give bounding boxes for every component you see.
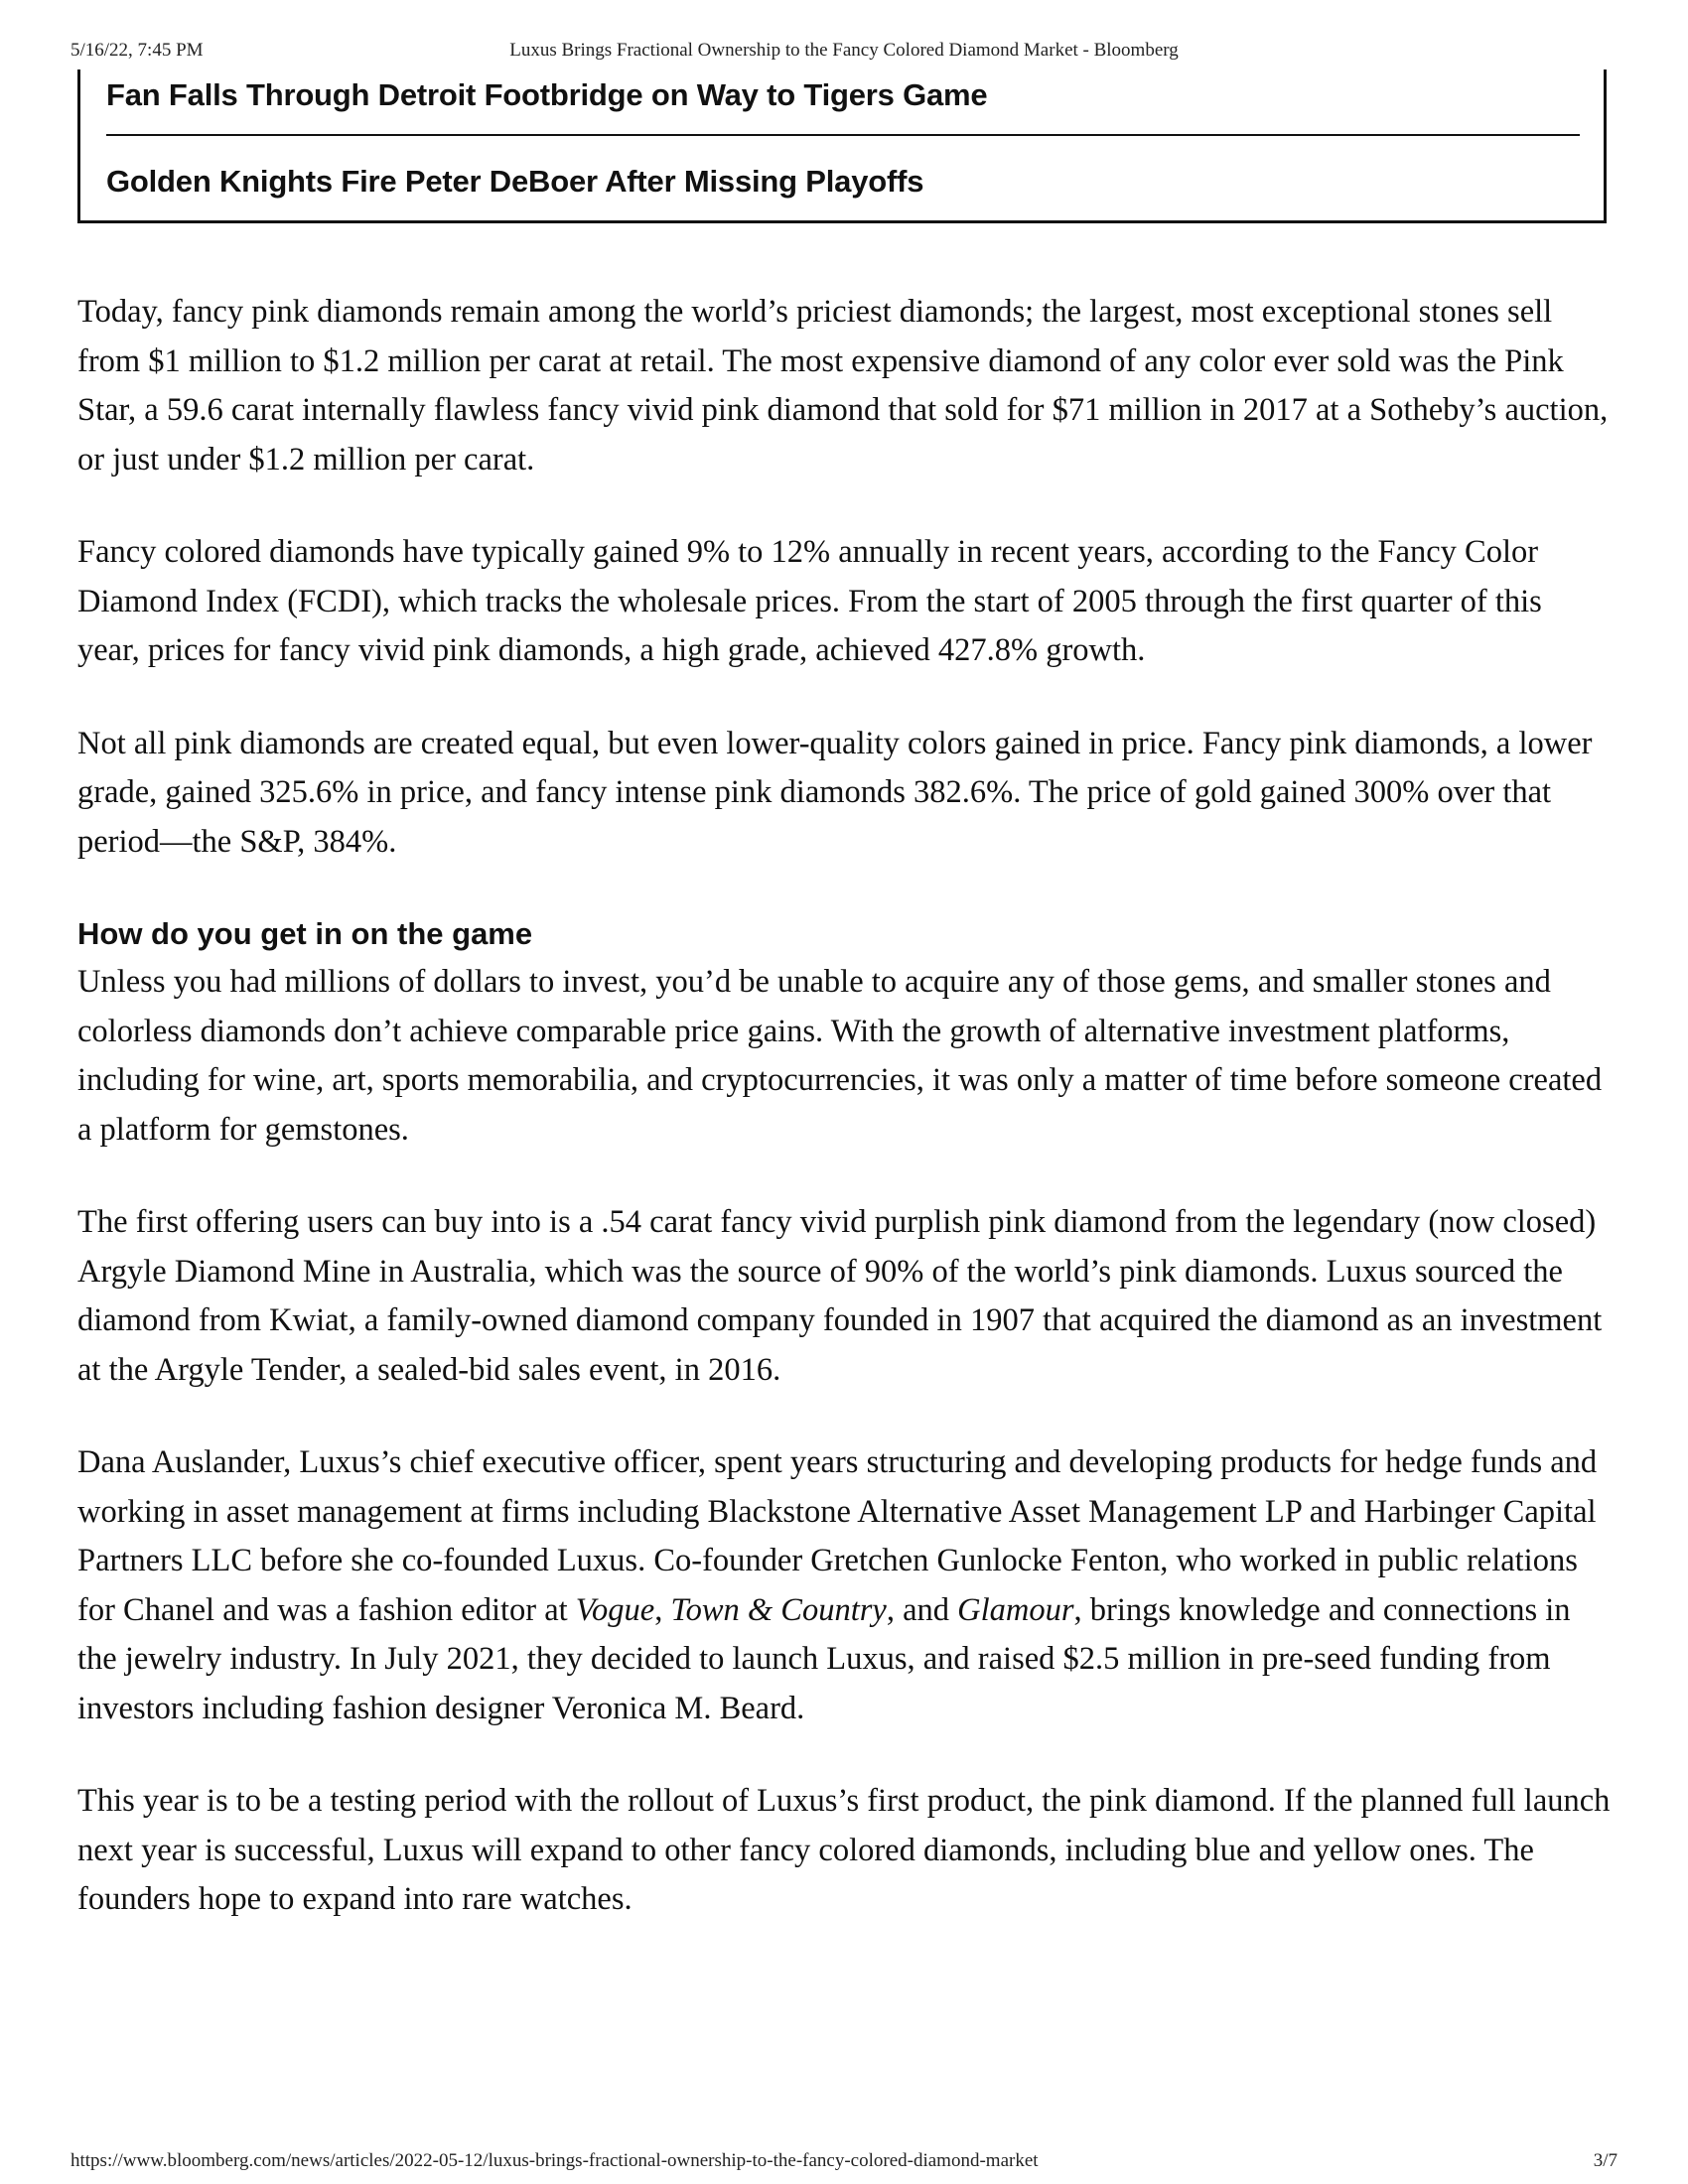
article-paragraph: Today, fancy pink diamonds remain among the world’s priciest diamonds; the largest, most exceptional stones sell from $1 million to $1.2 million per carat at retail. The most expensive diamond of any color ever sold was the Pink Star, a 59.6 carat internally flawless fancy vivid pink diamond that sold for $71 million in 2017 at a Sotheby’s auction, or just under $1.2 million per carat. [77,294,1609,478]
related-stories-box [77,69,1607,223]
article-paragraph: Fancy colored diamonds have typically gained 9% to 12% annually in recent years, according to the Fancy Color Diamond Index (FCDI), which tracks the wholesale prices. From the start of 2005 through the first quarter of this year, prices for fancy vivid pink diamonds, a high grade, achieved 427.8% growth. [77,534,1542,668]
publication-name: Town & Country [670,1591,887,1628]
paragraph-text: Dana Auslander, Luxus’s chief executive officer, spent years structuring and developing products for hedge funds and working in asset management at firms including Blackstone Alternative Asset Management LP and Harbinger Capital Partners LLC before she co-founded Luxus. Co-founder Gretchen Gunlocke Fenton, who worked in public relations for Chanel and was a fashion editor at [77,1444,1598,1628]
print-page-title: Luxus Brings Fractional Ownership to the Fancy Colored Diamond Market - Bloomberg [509,40,1179,61]
article-paragraph [77,1438,1612,1733]
article-paragraph: Not all pink diamonds are created equal, but even lower-quality colors gained in price. Fancy pink diamonds, a lower grade, gained 325.6% in price, and fancy intense pink diamonds 382.6%. The price of gold gained 300% over that period—the S&P, 384%. [77,725,1593,860]
page-number: 3/7 [1593,2150,1618,2171]
publication-name: Vogue [575,1591,655,1628]
paragraph-text: , brings knowledge and connections in the jewelry industry. In July 2021, they decided to launch Luxus, and raised $2.5 million in pre-seed funding from investors including fashion designer Veronica M. Beard. [77,1591,1571,1726]
print-datetime: 5/16/22, 7:45 PM [70,40,204,61]
article-paragraph: This year is to be a testing period with the rollout of Luxus’s first product, the pink diamond. If the planned full launch next year is successful, Luxus will expand to other fancy colored diamonds, including blue and yellow ones. The founders hope to expand into rare watches. [77,1783,1611,1917]
section-heading: How do you get in on the game [77,916,533,951]
article-paragraph: Unless you had millions of dollars to invest, you’d be unable to acquire any of those gems, and smaller stones and colorless diamonds don’t achieve comparable price gains. With the growth of alternative investment platforms, including for wine, art, sports memorabilia, and cryptocurrencies, it was only a matter of time before someone created a platform for gemstones. [77,964,1603,1148]
paragraph-text: , and [886,1591,958,1628]
print-footer [0,2150,1688,2176]
article-body [77,288,1612,1969]
related-story-link[interactable]: Fan Falls Through Detroit Footbridge on Way to Tigers Game [106,77,988,112]
publication-name: Glamour [957,1591,1074,1628]
print-header [0,40,1688,66]
print-url: https://www.bloomberg.com/news/articles/2022-05-12/luxus-brings-fractional-ownership-to-the-fancy-colored-diamond-market [70,2150,1039,2171]
related-story-link[interactable]: Golden Knights Fire Peter DeBoer After Missing Playoffs [106,164,924,199]
related-divider [106,134,1580,136]
article-paragraph: The first offering users can buy into is a .54 carat fancy vivid purplish pink diamond from the legendary (now closed) Argyle Diamond Mine in Australia, which was the source of 90% of the world’s pink diamonds. Luxus sourced the diamond from Kwiat, a family-owned diamond company founded in 1907 that acquired the diamond as an investment at the Argyle Tender, a sealed-bid sales event, in 2016. [77,1204,1603,1388]
paragraph-text: , [654,1591,671,1628]
